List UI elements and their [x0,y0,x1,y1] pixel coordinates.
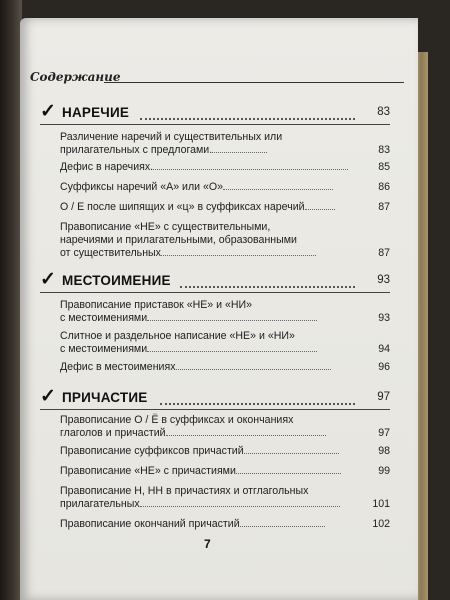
entry-line: Различение наречий и существительных или [60,131,283,143]
toc-entry[interactable] [60,299,390,325]
toc-entry[interactable] [60,221,390,260]
leader-dots [305,201,335,210]
leader-dots [160,395,355,405]
entry-line: Правописание Н, НН в причастиях и отглагольных [60,485,309,497]
leader-dots [236,465,341,474]
toc-entry[interactable] [60,361,390,374]
entry-line: Правописание окончаний причастий [60,518,240,530]
toc-entry[interactable] [60,485,390,511]
entry-line: с местоимениями [60,343,148,355]
section-head [40,268,390,292]
toc-entry[interactable] [60,201,390,214]
entry-page: 94 [378,343,390,355]
page-number: 7 [204,537,211,551]
entry-page: 87 [378,247,390,259]
toc-entry[interactable] [60,181,390,194]
entry-page: 93 [378,312,390,324]
entry-page: 83 [378,144,390,156]
entry-page: 85 [378,161,390,173]
entry-page: 96 [378,361,390,373]
leader-dots [223,181,333,190]
leader-dots [161,247,316,256]
entry-line: Суффиксы наречий «А» или «О» [60,181,224,193]
leader-dots [180,278,355,288]
leader-dots [244,445,339,454]
entry-line: Правописание «НЕ» с причастиями [60,465,236,477]
header-rule [104,82,404,83]
entry-line: Правописание суффиксов причастий [60,445,244,457]
section-title: МЕСТОИМЕНИЕ [62,273,171,288]
toc-entry[interactable] [60,465,390,478]
toc-entry[interactable] [60,131,390,157]
toc-entry[interactable] [60,414,390,440]
entry-line: О / Е после шипящих и «ц» в суффиксах наречий [60,201,305,213]
entry-line: Слитное и раздельное написание «НЕ» и «НИ» [60,330,295,342]
section-title: НАРЕЧИЕ [62,105,130,120]
leader-dots [140,498,340,507]
entry-line: Правописание приставок «НЕ» и «НИ» [60,299,253,311]
entry-page: 86 [378,181,390,193]
toc-entry[interactable] [60,330,390,356]
entry-page: 87 [378,201,390,213]
entry-list [60,299,390,374]
section-rule [40,124,390,125]
leader-dots [147,343,317,352]
section-page: 97 [377,391,390,403]
leader-dots [147,312,317,321]
contents-header [30,70,390,90]
contents-title: Содержание [30,70,121,84]
section-rule [40,292,390,293]
leader-dots [240,518,325,527]
leader-dots [140,110,355,120]
section-head [40,100,390,124]
entry-line: глаголов и причастий [60,427,166,439]
section-page: 83 [377,106,390,118]
section-mestoimenie [40,268,390,373]
entry-page: 99 [378,465,390,477]
leader-dots [166,427,326,436]
checkmark-icon: ✓ [40,101,56,122]
section-narechie [40,100,390,259]
entry-list [60,414,390,531]
entry-page: 97 [378,427,390,439]
leader-dots [153,161,348,170]
entry-line: Дефис в наречиях. [60,161,154,173]
toc-entry[interactable] [60,161,390,174]
section-rule [40,409,390,410]
toc-entry[interactable] [60,445,390,458]
toc-entry[interactable] [60,518,390,531]
checkmark-icon: ✓ [40,269,56,290]
entry-line: Правописание О / Ё в суффиксах и окончаниях [60,414,294,426]
entry-line: от существительных [60,247,161,259]
book-spine-shadow [0,0,22,600]
entry-line: прилагательных с предлогами. [60,144,213,156]
section-title: ПРИЧАСТИЕ [62,390,148,405]
entry-line: Правописание «НЕ» с существительными, [60,221,271,233]
entry-line: наречиями и прилагательными, образованными [60,234,297,246]
section-page: 93 [377,274,390,286]
entry-page: 98 [378,445,390,457]
entry-page: 102 [372,518,390,530]
entry-line: с местоимениями [60,312,148,324]
section-prichastie [40,385,390,530]
leader-dots [212,144,267,153]
checkmark-icon: ✓ [40,386,56,407]
entry-line: прилагательных [60,498,140,510]
section-head [40,385,390,409]
entry-list [60,131,390,260]
entry-line: Дефис в местоимениях [60,361,176,373]
leader-dots [176,361,331,370]
entry-page: 101 [372,498,390,510]
